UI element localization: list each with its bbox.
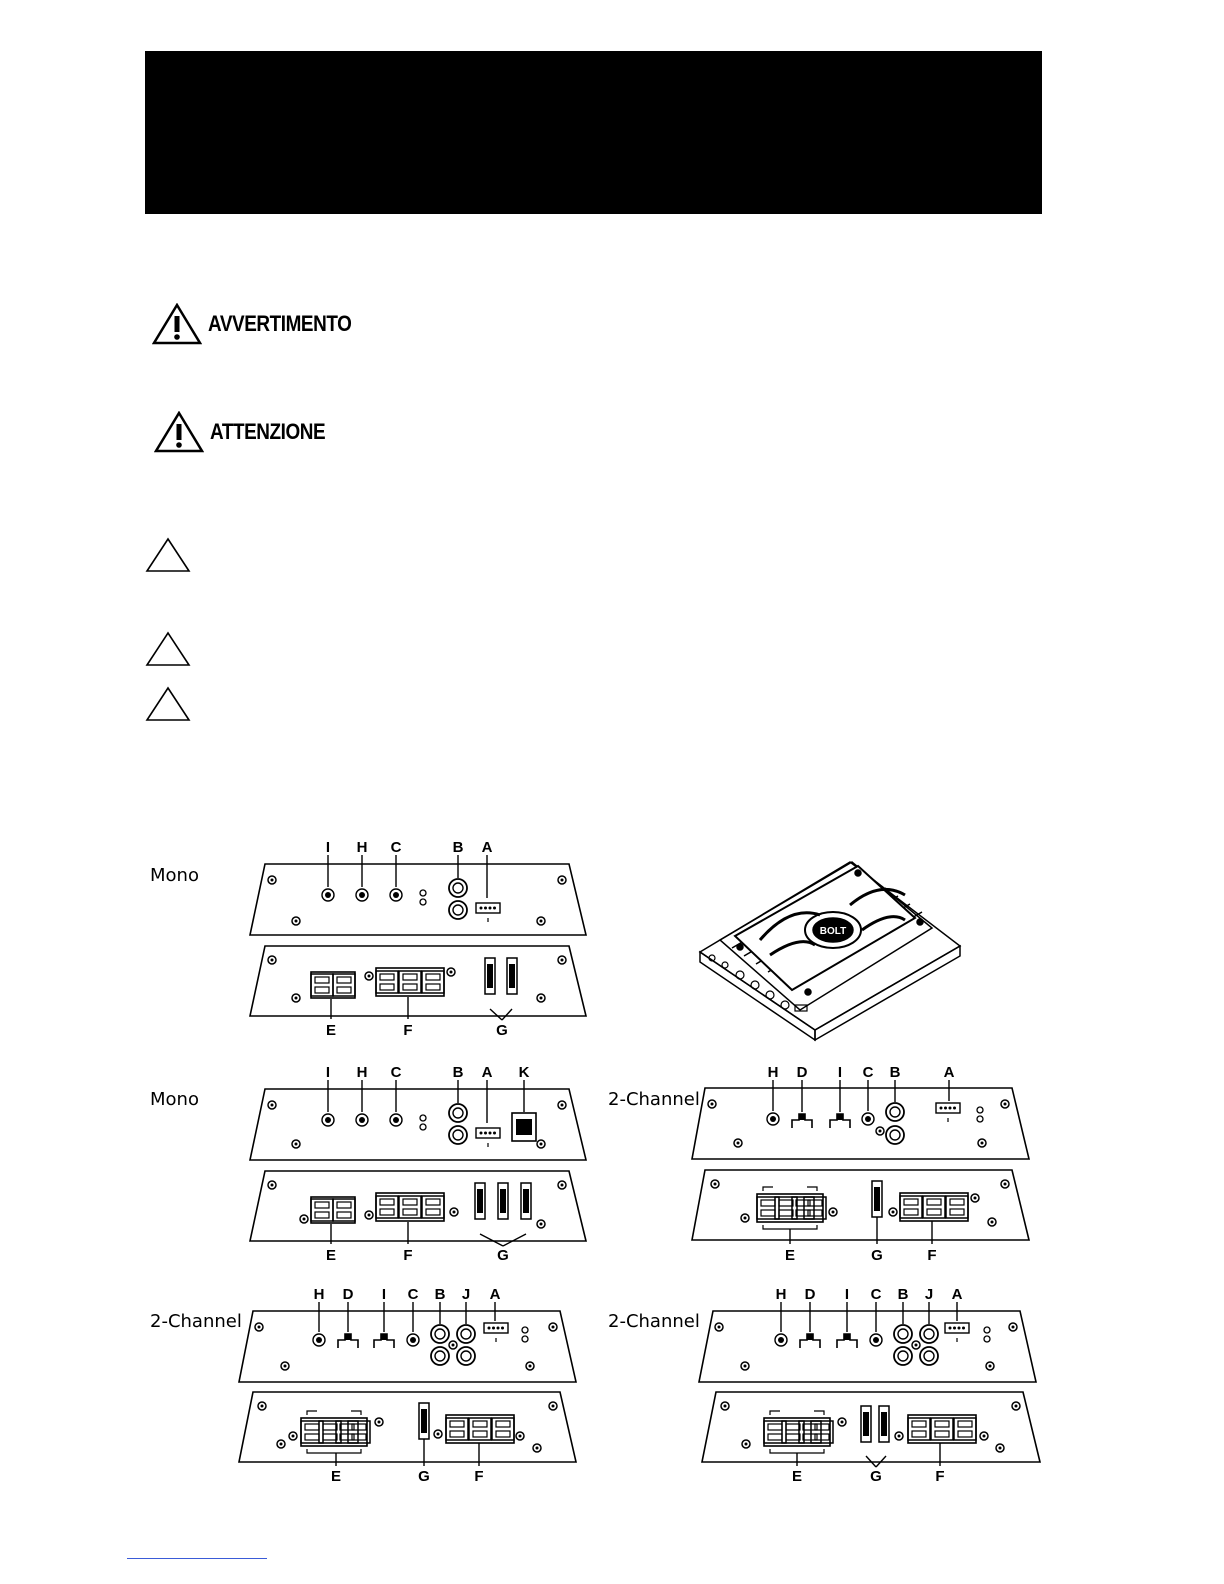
callout-letter: I [325,1064,331,1081]
callout-letter: G [870,1468,882,1485]
amplifier-illustration [700,862,960,1040]
panel-label: 2-Channel [608,1311,700,1332]
callout-letter: B [452,1064,464,1081]
callout-letter: B [889,1064,901,1081]
callout-letter: E [330,1468,342,1485]
panel-2ch-2 [150,1286,576,1485]
callout-letter: H [356,1064,368,1081]
callout-letter: K [518,1064,530,1081]
panel-label: 2-Channel [150,1311,242,1332]
brand-logo: BOLT [819,926,847,937]
panel-mono-2 [150,1064,586,1264]
callout-letter: A [489,1286,501,1303]
callout-letter: F [935,1468,945,1485]
callout-letter: I [844,1286,850,1303]
panel-label: Mono [150,865,199,886]
callout-letter: A [943,1064,955,1081]
callout-letter: C [870,1286,882,1303]
callout-letter: E [325,1247,337,1264]
callout-letter: E [784,1247,796,1264]
callout-letter: I [325,839,331,856]
panel-mono-1 [150,839,586,1039]
callout-letter: B [897,1286,909,1303]
callout-letter: F [927,1247,937,1264]
callout-letter: J [461,1286,471,1303]
callout-letter: I [381,1286,387,1303]
callout-letter: B [452,839,464,856]
callout-letter: A [951,1286,963,1303]
callout-letter: E [325,1022,337,1039]
callout-letter: C [862,1064,874,1081]
callout-letter: I [837,1064,843,1081]
callout-letter: E [791,1468,803,1485]
callout-letter: G [496,1022,508,1039]
callout-letter: G [497,1247,509,1264]
panel-label: 2-Channel [608,1089,700,1110]
callout-letter: H [356,839,368,856]
callout-letter: B [434,1286,446,1303]
callout-letter: H [313,1286,325,1303]
callout-letter: F [403,1022,413,1039]
callout-letter: H [767,1064,779,1081]
panel-label: Mono [150,1089,199,1110]
panel-2ch-1 [608,1064,1029,1264]
callout-letter: C [407,1286,419,1303]
callout-letter: G [418,1468,430,1485]
callout-letter: A [481,1064,493,1081]
panel-2ch-3 [608,1286,1040,1485]
callout-letter: G [871,1247,883,1264]
callout-letter: D [796,1064,808,1081]
callout-letter: C [390,1064,402,1081]
footnote-rule [127,1558,267,1559]
callout-letter: J [924,1286,934,1303]
callout-letter: F [403,1247,413,1264]
warning-label: AVVERTIMENTO [208,311,352,336]
callout-letter: A [481,839,493,856]
callout-letter: F [474,1468,484,1485]
callout-letter: H [775,1286,787,1303]
callout-letter: C [390,839,402,856]
callout-letter: D [804,1286,816,1303]
caution-label: ATTENZIONE [210,419,326,444]
callout-letter: D [342,1286,354,1303]
